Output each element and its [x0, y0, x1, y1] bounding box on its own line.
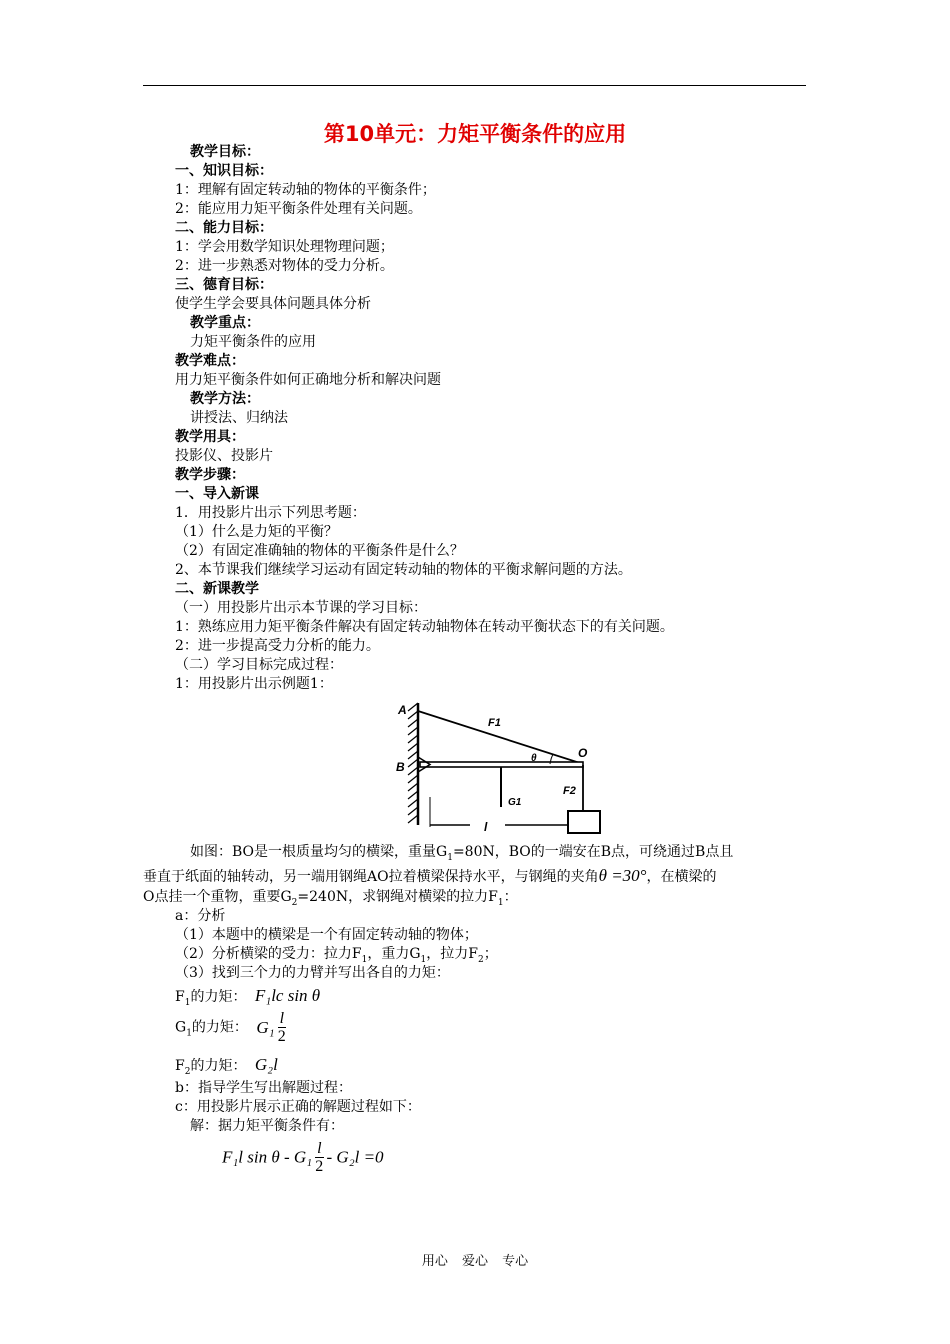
steps-heading: 教学步骤： — [175, 467, 245, 483]
method-heading: 教学方法： — [190, 391, 260, 407]
beam-bo — [420, 762, 583, 767]
equation-fraction — [315, 1140, 323, 1175]
fraction-numerator: l — [279, 1010, 285, 1027]
analysis-heading: a：分析 — [175, 908, 226, 924]
label-a: A — [398, 703, 407, 717]
sub-g2: 2 — [291, 897, 298, 908]
focus-text: 力矩平衡条件的应用 — [190, 334, 316, 350]
f2-moment-row — [175, 1055, 278, 1082]
sub-a: 1 — [361, 954, 368, 965]
step-b: b：指导学生写出解题过程： — [175, 1080, 352, 1096]
f1-label-sub: 1 — [184, 997, 191, 1008]
tools-heading: 教学用具： — [175, 429, 245, 445]
solution-intro: 解：据力矩平衡条件有： — [190, 1118, 344, 1134]
wall-hatch — [408, 703, 418, 823]
example-intro: 1：用投影片出示例题1： — [175, 676, 333, 692]
intro-question-1: （1）什么是力矩的平衡？ — [175, 524, 338, 540]
ability-heading: 二、能力目标： — [175, 220, 273, 236]
focus-heading: 教学重点： — [190, 315, 260, 331]
g1-label-sub: 1 — [186, 1028, 192, 1039]
intro-item-1: 1．用投影片出示下列思考题： — [175, 505, 366, 521]
equation-numerator: l — [317, 1140, 322, 1157]
equilibrium-equation — [222, 1140, 384, 1175]
tools-text: 投影仪、投影片 — [175, 448, 273, 464]
analysis-1: （1）本题中的横梁是一个有固定转动轴的物体； — [175, 927, 478, 943]
problem-text-a: 如图：BO是一根质量均匀的横梁，重量G — [190, 844, 448, 860]
f1-label-suffix: 的力矩： — [190, 989, 247, 1005]
label-f1: F1 — [488, 717, 501, 729]
fraction-denominator: 2 — [277, 1028, 286, 1045]
analysis-2-c: ，拉力F — [426, 946, 478, 962]
problem-text-d: ，在横梁的 — [646, 869, 717, 885]
problem-line-1 — [190, 843, 733, 868]
moral-heading: 三、德育目标： — [175, 277, 273, 293]
label-g1: G1 — [508, 797, 522, 808]
label-l: l — [484, 820, 488, 834]
f1-label: F — [175, 989, 185, 1005]
objective-1: 1：熟练应用力矩平衡条件解决有固定转动轴物体在转动平衡状态下的有关问题。 — [175, 619, 674, 635]
f2-label-sub: 2 — [184, 1066, 191, 1077]
equation-part-a: F₁l sin θ - G₁ — [222, 1147, 313, 1167]
sub-c: 2 — [478, 954, 484, 965]
problem-text-b: =80N，BO的一端安在B点，可绕通过B点且 — [452, 844, 734, 860]
intro-question-2: （2）有固定准确轴的物体的平衡条件是什么？ — [175, 543, 464, 559]
fraction-l-over-2 — [278, 1010, 286, 1045]
analysis-3: （3）找到三个力的力臂并写出各自的力矩： — [175, 965, 450, 981]
label-o: O — [578, 746, 588, 760]
angle-equation: θ =30° — [598, 866, 647, 885]
analysis-2-d: ； — [483, 946, 498, 962]
equation-part-b: - G₂l =0 — [326, 1147, 384, 1167]
new-lesson-heading: 二、新课教学 — [175, 581, 259, 597]
problem-text-f: =240N，求钢绳对横梁的拉力F — [297, 889, 498, 905]
intro-item-2: 2、本节课我们继续学习运动有固定转动轴的物体的平衡求解问题的方法。 — [175, 562, 632, 578]
problem-text-e: O点挂一个重物，重要G — [143, 889, 292, 905]
intro-heading: 一、导入新课 — [175, 486, 259, 502]
difficulty-heading: 教学难点： — [175, 353, 245, 369]
sub-g1: 1 — [447, 852, 453, 863]
equation-denominator: 2 — [315, 1158, 324, 1175]
label-theta: θ — [531, 753, 537, 764]
knowledge-item-1: 1：理解有固定转动轴的物体的平衡条件； — [175, 182, 436, 198]
f1-moment-formula: F₁lc sin θ — [254, 986, 321, 1005]
f1-moment-row — [175, 986, 320, 1013]
g1-label: G — [175, 1019, 187, 1036]
problem-text-g: ： — [503, 889, 518, 905]
analysis-2-b: ，重力G — [367, 946, 421, 962]
label-f2: F2 — [563, 785, 576, 797]
process-heading: （二）学习目标完成过程： — [175, 657, 343, 673]
moral-item-1: 使学生学会要具体问题具体分析 — [175, 296, 371, 312]
goal-heading: 教学目标： — [190, 144, 260, 160]
g1-moment-formula: G₁ — [256, 1017, 275, 1037]
sub-f1: 1 — [497, 897, 504, 908]
f2-moment-formula: G₂l — [254, 1055, 278, 1074]
page-title: 第10单元：力矩平衡条件的应用 — [323, 122, 627, 146]
f2-label-suffix: 的力矩： — [190, 1058, 247, 1074]
objective-2: 2：进一步提高受力分析的能力。 — [175, 638, 380, 654]
objectives-intro: （一）用投影片出示本节课的学习目标： — [175, 600, 427, 616]
sub-b: 1 — [420, 954, 427, 965]
g1-moment-row — [175, 1010, 289, 1045]
f2-label: F — [175, 1058, 185, 1074]
problem-text-c: 垂直于纸面的轴转动，另一端用钢绳AO拉着横梁保持水平，与钢绳的夹角 — [143, 869, 599, 885]
page-footer: 用心 爱心 专心 — [421, 1254, 529, 1269]
ability-item-2: 2：进一步熟悉对物体的受力分析。 — [175, 258, 394, 274]
weight-box — [568, 811, 600, 833]
beam-diagram — [390, 695, 620, 840]
header-rule — [143, 85, 806, 86]
g1-label-suffix: 的力矩： — [191, 1019, 248, 1036]
knowledge-heading: 一、知识目标： — [175, 163, 273, 179]
analysis-2-a: （2）分析横梁的受力：拉力F — [175, 946, 362, 962]
ability-item-1: 1：学会用数学知识处理物理问题； — [175, 239, 394, 255]
label-b: B — [396, 760, 405, 774]
method-text: 讲授法、归纳法 — [190, 410, 288, 426]
knowledge-item-2: 2：能应用力矩平衡条件处理有关问题。 — [175, 201, 422, 217]
problem-line-2 — [143, 866, 716, 887]
difficulty-text: 用力矩平衡条件如何正确地分析和解决问题 — [175, 372, 441, 388]
step-c: c：用投影片展示正确的解题过程如下： — [175, 1099, 421, 1115]
